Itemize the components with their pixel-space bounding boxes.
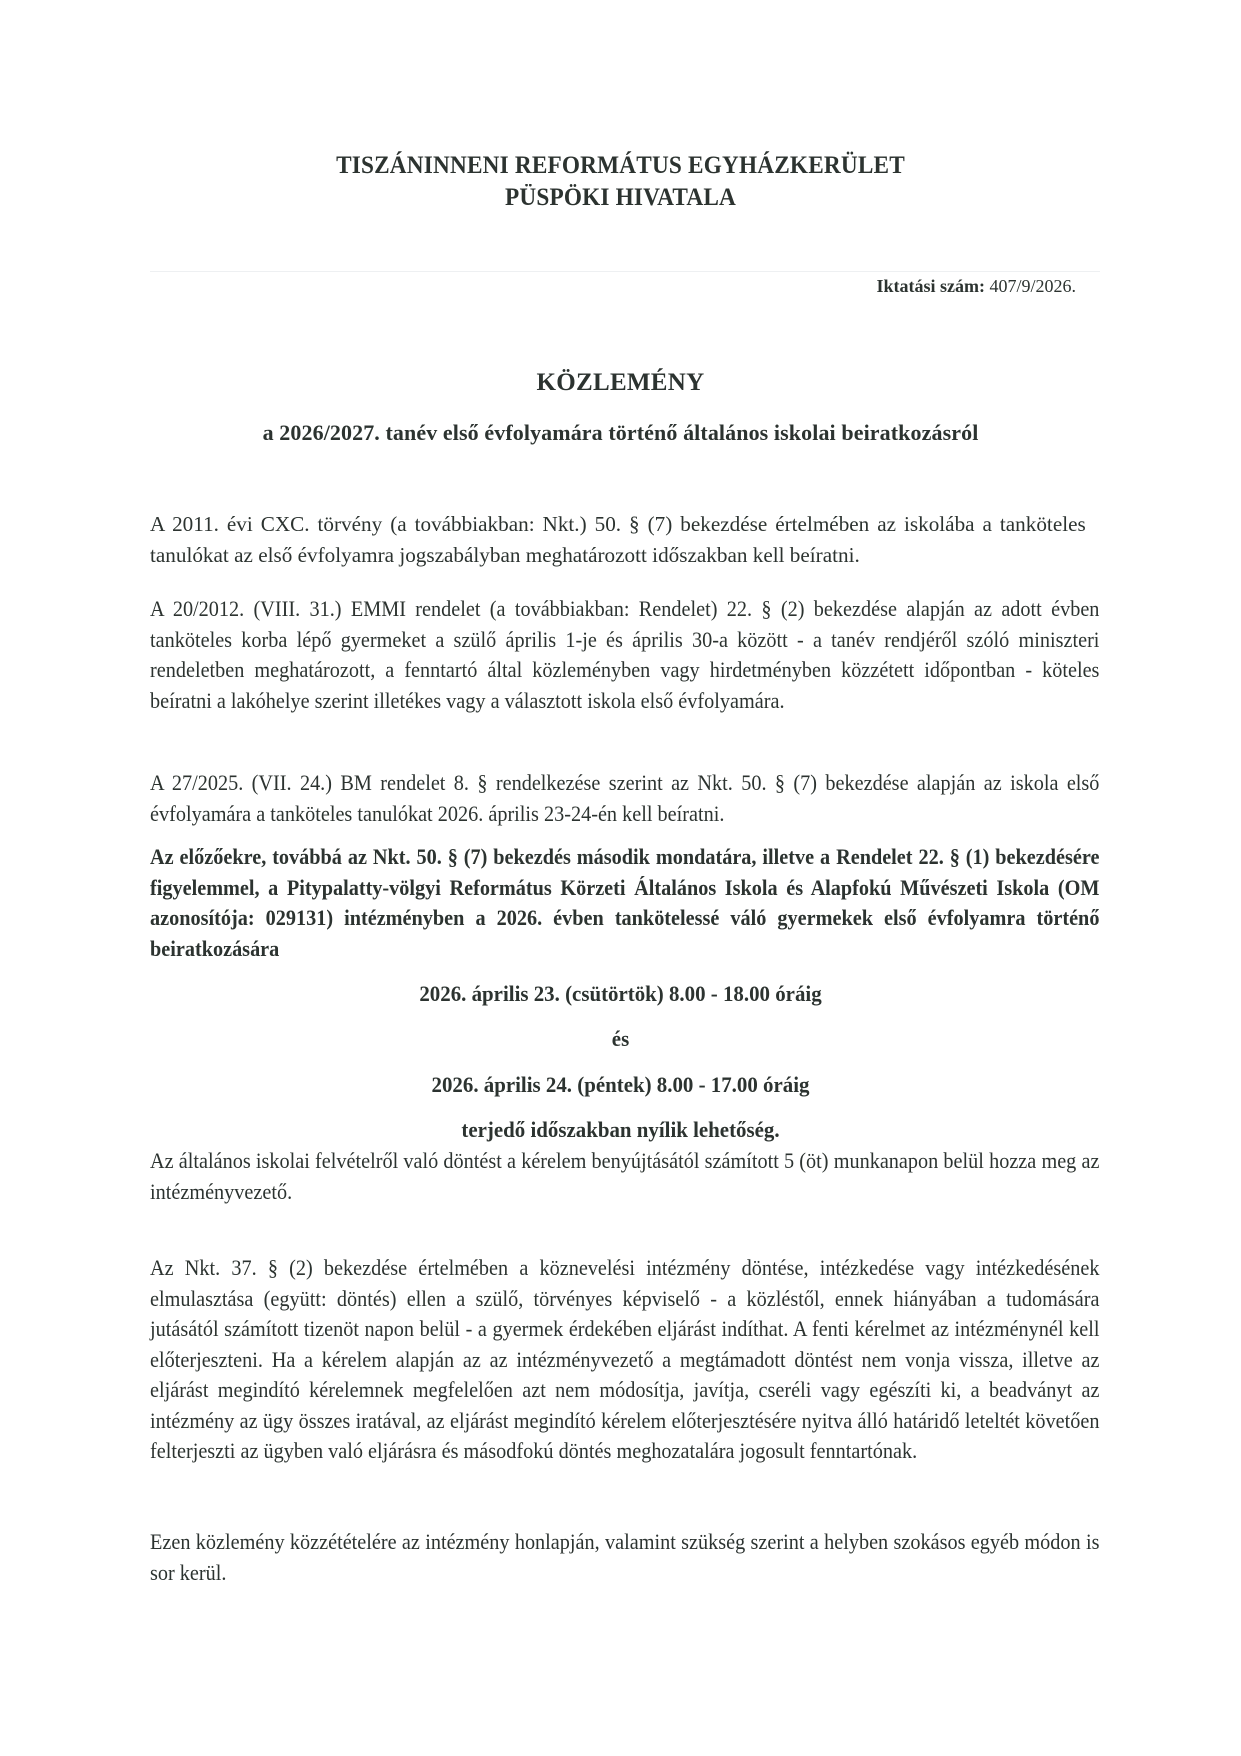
conjunction-text: és [611, 1026, 630, 1051]
reference-number [876, 276, 1076, 297]
paragraph-admission-decision: Az általános iskolai felvételről való döntést a kérelem benyújtásától számított 5 (öt) munkanapon belül hozza meg az intézményvezető. [150, 1148, 1100, 1204]
paragraph-decree-provision: A 20/2012. (VIII. 31.) EMMI rendelet (a továbbiakban: Rendelet) 22. § (2) bekezdése alapján az adott évben tanköteles korba lépő gyermeket a szülő április 1-je és április 30-a között - a tanév rendjéről szóló miniszteri rendeletben meghatározott, a fenntartó által közleményben vagy hirdetményben közzétett időpontban - köteles beíratni a lakóhelye szerint illetékes vagy a választott iskola első évfolyamára. [150, 596, 1100, 713]
reference-number-label: Iktatási szám: [876, 276, 985, 296]
enrollment-date-2: 2026. április 24. (péntek) 8.00 - 17.00 óráig [431, 1072, 810, 1097]
office-name: PÜSPÖKI HIVATALA [504, 184, 736, 211]
reference-number-value: 407/9/2026. [989, 276, 1076, 296]
paragraph-publication: Ezen közlemény közzétételére az intézmény honlapján, valamint szükség szerint a helyben szokásos egyéb módon is sor kerül. [150, 1529, 1100, 1585]
period-statement: terjedő időszakban nyílik lehetőség. [461, 1117, 780, 1142]
enrollment-date-1: 2026. április 23. (csütörtök) 8.00 - 18.00 óráig [419, 981, 822, 1006]
scan-divider [150, 271, 1100, 272]
paragraph-school-enrollment: Az előzőekre, továbbá az Nkt. 50. § (7) bekezdés második mondatára, illetve a Rendelet 22. § (1) bekezdésére figyelemmel, a Pitypalatty-völgyi Református Körzeti Általános Iskola és Alapfokú Művészeti Iskola (OM azonosítója: 029131) intézményben a 2026. évben tankötelessé váló gyermekek első évfolyamra történő beiratkozására [150, 844, 1100, 961]
organization-name: TISZÁNINNENI REFORMÁTUS EGYHÁZKERÜLET [336, 152, 905, 179]
paragraph-enrollment-dates-rule: A 27/2025. (VII. 24.) BM rendelet 8. § rendelkezése szerint az Nkt. 50. § (7) bekezdése alapján az iskola első évfolyamára a tanköteles tanulókat 2026. április 23-24-én kell beíratni. [150, 770, 1100, 826]
document-subtitle: a 2026/2027. tanév első évfolyamára történő általános iskolai beiratkozásról [262, 420, 979, 445]
document-title: KÖZLEMÉNY [536, 369, 705, 396]
paragraph-legal-basis: A 2011. évi CXC. törvény (a továbbiakban: Nkt.) 50. § (7) bekezdése értelmében az iskolába a tanköteles tanulókat az első évfolyamra jogszabályban meghatározott időszakban kell beíratni. [150, 512, 1086, 567]
paragraph-appeal-procedure: Az Nkt. 37. § (2) bekezdése értelmében a köznevelési intézmény döntése, intézkedése vagy intézkedésének elmulasztása (együtt: döntés) ellen a szülő, törvényes képviselő - a közléstől, ennek hiányában a tudomására jutásától számított tizenöt napon belül - a gyermek érdekében eljárást indíthat. A fenti kérelmet az intézménynél kell előterjeszteni. Ha a kérelem alapján az az intézményvezető a megtámadott döntést nem vonja vissza, illetve az eljárást megindító kérelemnek megfelelően azt nem módosítja, javítja, cseréli vagy egészíti ki, a beadványt az intézmény az ügy összes iratával, az eljárást megindító kérelem előterjesztésére nyitva álló határidő leteltét követően felterjeszti az ügyben való eljárásra és másodfokú döntés meghozatalára jogosult fenntartónak. [150, 1255, 1100, 1463]
